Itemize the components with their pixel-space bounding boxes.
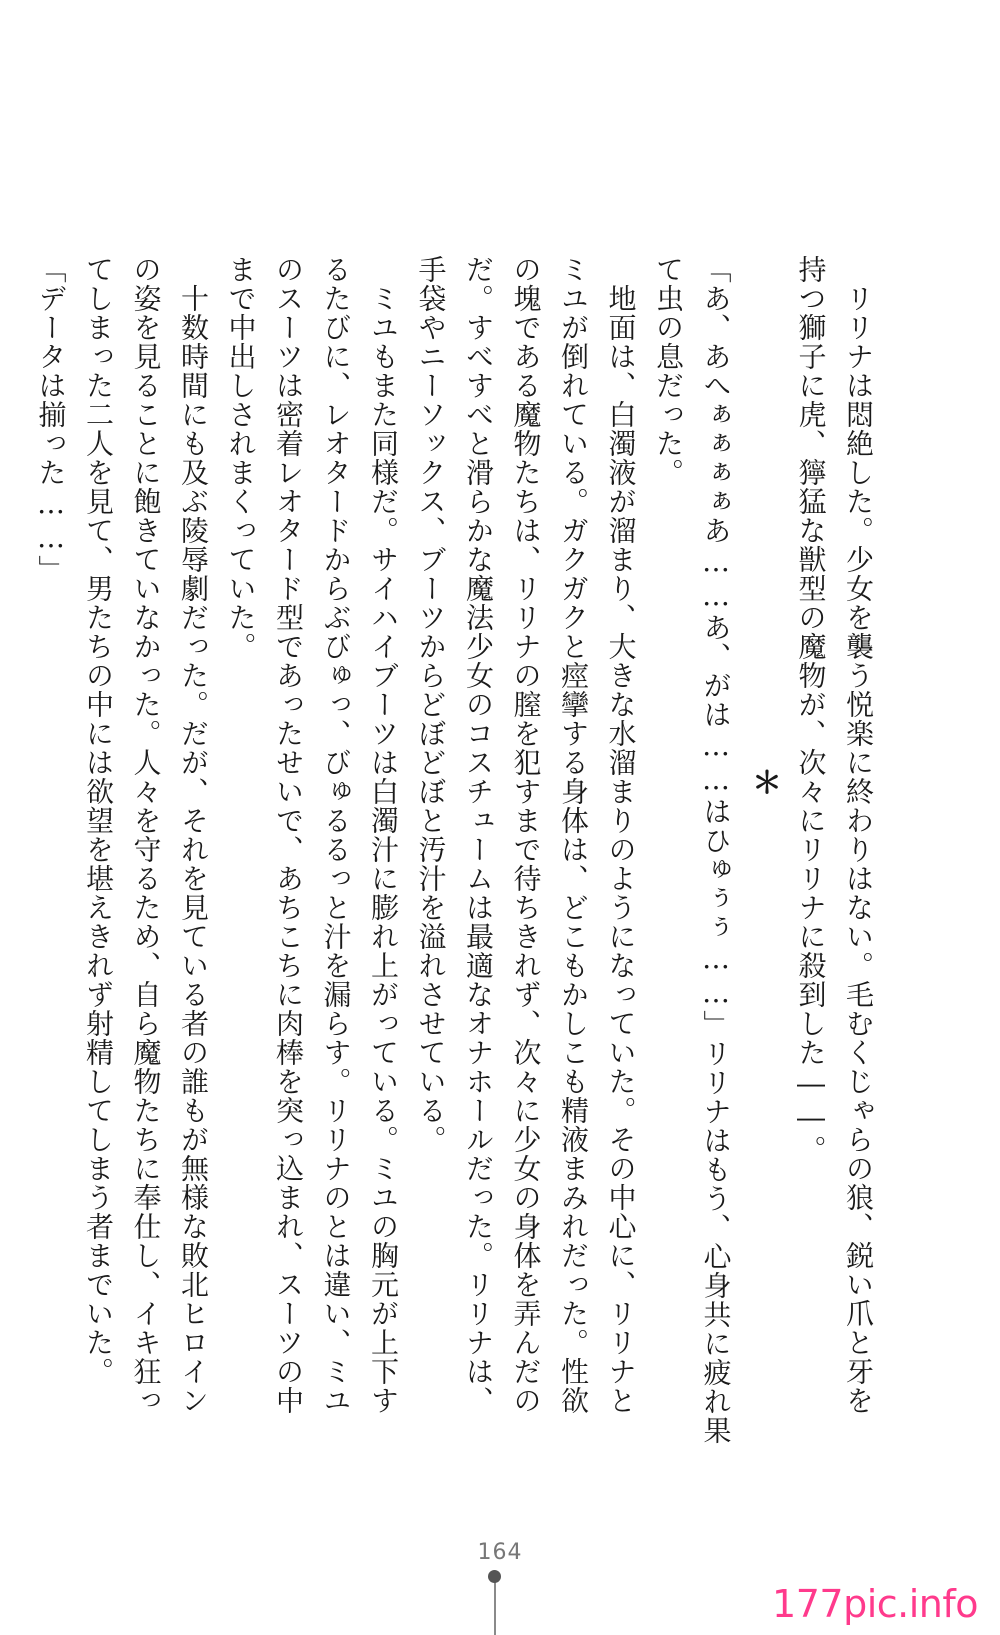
text-line: ミユが倒れている。ガクガクと痙攣する身体は、どこもかしこも精液まみれだった。性欲 <box>557 255 590 1415</box>
vertical-body-text <box>27 255 882 1445</box>
watermark-text: 177pic.info <box>772 1582 978 1626</box>
page-marker-dot-icon <box>488 1570 501 1583</box>
text-line: だ。すべすべと滑らかな魔法少女のコスチュームは最適なオナホールだった。リリナは、 <box>462 255 495 1415</box>
text-line: 持つ獅子に虎、獰猛な獣型の魔物が、次々にリリナに殺到した――。 <box>794 255 828 1164</box>
text-line: リリナは悶絶した。少女を襲う悦楽に終わりはない。毛むくじゃらの狼、鋭い爪と牙を <box>842 255 875 1415</box>
text-line: てしまった二人を見て、男たちの中には欲望を堪えきれず射精してしまう者までいた。 <box>82 255 115 1386</box>
text-line: の塊である魔物たちは、リリナの膣を犯すまで待ちきれず、次々に少女の身体を弄んだの <box>509 255 543 1415</box>
text-line: 「あ、あへぁぁぁぁあ……あ、がは……はひゅぅぅ……」リリナはもう、心身共に疲れ果 <box>699 255 733 1445</box>
text-line: て虫の息だった。 <box>652 255 685 487</box>
text-line: ミユもまた同様だ。サイハイブーツは白濁汁に膨れ上がっている。ミユの胸元が上下す <box>367 255 400 1415</box>
text-line: 地面は、白濁液が溜まり、大きな水溜まりのようになっていた。その中心に、リリナと <box>604 255 638 1415</box>
text-line: のスーツは密着レオタード型であったせいで、あちこちに肉棒を突っ込まれ、スーツの中 <box>272 255 305 1415</box>
text-line: の姿を見ることに飽きていなかった。人々を守るため、自ら魔物たちに奉仕し、イキ狂っ <box>129 255 163 1415</box>
section-break-asterisk: ＊ <box>746 767 781 798</box>
text-line: るたびに、レオタードからぶびゅっ、びゅるるっと汁を漏らす。リリナのとは違い、ミユ <box>319 255 353 1415</box>
page-number: 164 <box>477 1540 523 1565</box>
text-line: 十数時間にも及ぶ陵辱劇だった。だが、それを見ている者の誰もが無様な敗北ヒロイン <box>177 255 210 1415</box>
text-line: 手袋やニーソックス、ブーツからどぼどぼと汚汁を溢れさせている。 <box>414 255 448 1154</box>
text-line: 「データは揃った……」 <box>34 255 68 584</box>
page-marker-line <box>494 1577 496 1635</box>
text-line: まで中出しされまくっていた。 <box>224 255 258 661</box>
